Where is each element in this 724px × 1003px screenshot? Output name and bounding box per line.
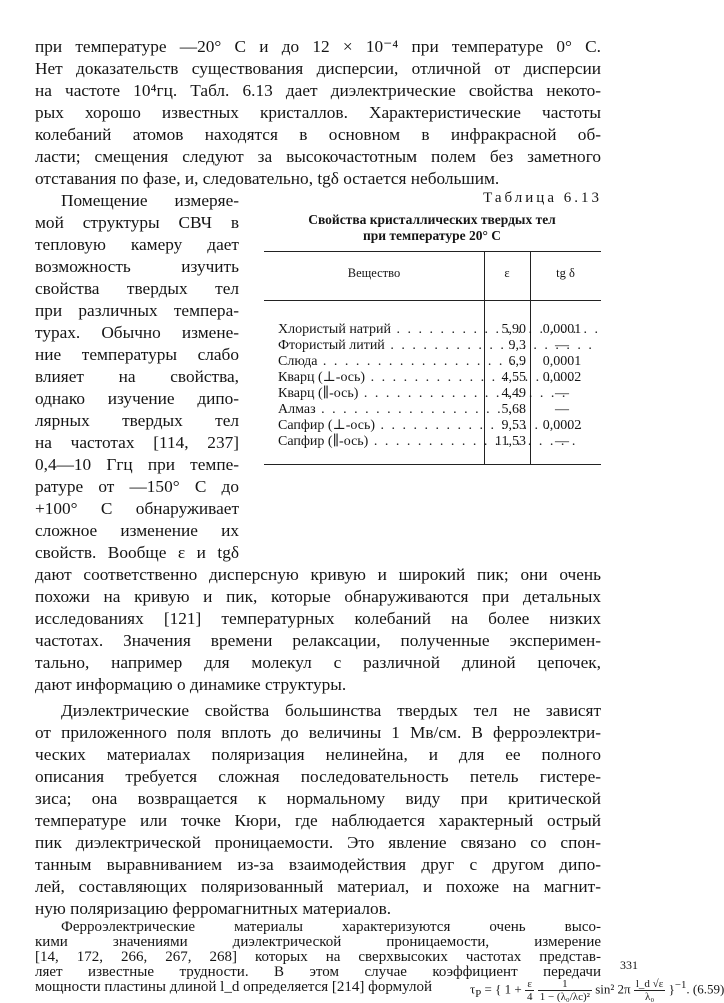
cell-eps: 9,3 xyxy=(508,338,526,353)
cell-tg: — xyxy=(555,434,569,449)
text-line: на частотах [114, 237] xyxy=(35,433,239,452)
text-line: ратуре от —150° С до xyxy=(35,477,239,496)
cell-eps: 9,53 xyxy=(501,418,526,433)
table-row xyxy=(264,434,601,450)
formula-period: . xyxy=(686,981,690,997)
properties-table xyxy=(264,251,601,465)
text-line: пик диэлектрической проницаемости. Это явление связано со спон- xyxy=(35,833,601,852)
table-header-substance: Вещество xyxy=(347,266,401,280)
text-line: от приложенного поля вплоть до величины 1 Мв/см. В ферроэлектри- xyxy=(35,723,601,742)
fraction-denominator: λ₀ xyxy=(645,991,655,1003)
cell-tg: — xyxy=(555,386,569,401)
page-number: 331 xyxy=(620,958,638,972)
equation-number: (6.59) xyxy=(692,981,724,997)
text-line: 0,4—10 Ггц при темпе- xyxy=(35,455,239,474)
text-line: [14, 172, 266, 267, 268] которых на сверхвысоких частотах представ- xyxy=(35,949,601,965)
fraction-denominator: 4 xyxy=(526,991,533,1003)
cell-tg: 0,0001 xyxy=(542,322,582,337)
text-line: при различных темпера- xyxy=(35,301,239,320)
formula-lhs-sub: P xyxy=(475,988,482,1001)
cell-eps: 5,90 xyxy=(501,322,526,337)
fraction-numerator: ε xyxy=(525,978,535,991)
cell-eps: 5,68 xyxy=(501,402,526,417)
cell-substance: Кварц (⊥-ось) . . . xyxy=(278,370,484,386)
table-header-tg: tg δ xyxy=(556,266,575,280)
text-line: танным выравниванием из-за взаимодействия друг с другом дипо- xyxy=(35,855,601,874)
formula-fraction xyxy=(634,978,665,1003)
text-line: дают соответственно дисперсную кривую и широкий пик; они очень xyxy=(35,565,601,584)
text-line: турах. Обычно измене- xyxy=(35,323,239,342)
table-row xyxy=(264,370,601,386)
text-line: лей, составляющих поляризованный материал, и похоже на магнит- xyxy=(35,877,601,896)
cell-eps: 11,53 xyxy=(495,434,526,449)
formula-6-59 xyxy=(470,978,724,1003)
text-line: Диэлектрические свойства большинства твердых тел не зависят xyxy=(61,701,601,720)
text-line: однако изучение дипо- xyxy=(35,389,239,408)
text-line: +100° С обнаруживает xyxy=(35,499,239,518)
fraction-numerator: 1 xyxy=(538,978,592,991)
cell-tg: 0,0002 xyxy=(542,370,582,385)
text-line: температуре или точке Кюри, где наблюдается характерный острый xyxy=(35,811,601,830)
text-line: похожи на кривую и пик, которые обнаруживаются при детальных xyxy=(35,587,601,606)
text-line: свойств. Вообще ε и tgδ xyxy=(35,543,239,562)
table-title: при температуре 20° С xyxy=(362,228,502,243)
text-line: свойства твердых тел xyxy=(35,279,239,298)
cell-substance: Слюда . . . xyxy=(278,354,484,370)
cell-substance: Фтористый литий . . . xyxy=(278,338,484,354)
table-row xyxy=(264,338,601,354)
text-line: рых хорошо известных кристаллов. Характеристические частоты xyxy=(35,103,601,122)
formula-close-brace: } xyxy=(668,981,675,997)
text-line: лярных твердых тел xyxy=(35,411,239,430)
text-line: колебаний атомов находятся в основном в инфракрасной об- xyxy=(35,125,601,144)
formula-sin: sin² 2π xyxy=(595,981,631,997)
text-line: исследованиях [121] температурных колебаний на более низких xyxy=(35,609,601,628)
text-line: ляет известные трудности. В этом случае коэффициент передачи xyxy=(35,964,601,980)
text-line: на частоте 10⁴гц. Табл. 6.13 дает диэлектрические свойства некото- xyxy=(35,81,601,100)
table-caption: Таблица 6.13 xyxy=(483,190,602,206)
fraction-numerator: l_d √ε xyxy=(635,978,664,990)
text-line: ласти; смещения следуют за высокочастотным полем без заметного xyxy=(35,147,601,166)
text-line: Помещение измеряе- xyxy=(61,191,239,210)
cell-tg: 0,0001 xyxy=(542,354,582,369)
text-line: влияет на свойства, xyxy=(35,367,239,386)
text-line: дают информацию о динамике структуры. xyxy=(35,675,347,694)
text-line: описания требуется сложная последовательность петель гистере- xyxy=(35,767,601,786)
text-line: Нет доказательств существования дисперсии, отличной от дисперсии xyxy=(35,59,601,78)
table-row xyxy=(264,386,601,402)
text-line: сложное изменение их xyxy=(35,521,239,540)
cell-tg: 0,0002 xyxy=(542,418,582,433)
table-row xyxy=(264,354,601,370)
text-line: возможность изучить xyxy=(35,257,239,276)
text-line: Ферроэлектрические материалы характеризуются очень высо- xyxy=(61,919,601,935)
text-line: тепловую камеру дает xyxy=(35,235,239,254)
table-title: Свойства кристаллических твердых тел xyxy=(308,212,556,227)
text-line: ние температуры слабо xyxy=(35,345,239,364)
formula-equals: = xyxy=(484,981,492,997)
table-row xyxy=(264,418,601,434)
formula-open-brace: { xyxy=(495,981,502,997)
cell-substance: Хлористый натрий . . . xyxy=(278,322,484,338)
text-line: тально, например для молекул с различной длиной цепочек, xyxy=(35,653,601,672)
formula-one-plus: 1 + xyxy=(504,981,522,997)
table-header-rule xyxy=(264,300,601,301)
table-row xyxy=(264,402,601,418)
text-line: отставания по фазе, и, следовательно, tgδ остается небольшим. xyxy=(35,169,500,188)
cell-substance: Сапфир (⊥-ось) . . . xyxy=(278,418,484,434)
text-line: частотах. Значения времени релаксации, полученные эксперимен- xyxy=(35,631,601,650)
cell-eps: 4,55 xyxy=(501,370,526,385)
text-line: кими значениями диэлектрической проницаемости, измерение xyxy=(35,934,601,950)
text-line: ную поляризацию ферромагнитных материалов. xyxy=(35,899,392,918)
text-line: при температуре —20° С и до 12 × 10⁻⁴ при температуре 0° С. xyxy=(35,37,601,56)
cell-substance: Сапфир (∥-ось) . . . xyxy=(278,434,484,450)
cell-eps: 6,9 xyxy=(508,354,526,369)
formula-fraction xyxy=(525,978,535,1003)
text-line: мощности пластины длиной l_d определяется [214] формулой xyxy=(35,979,433,995)
fraction-denominator: 1 − (λ₀/λc)² xyxy=(539,991,590,1003)
formula-power: −1 xyxy=(674,979,687,992)
table-header-eps: ε xyxy=(504,266,510,280)
text-line: зиса; она возвращается к нормальному виду при критической xyxy=(35,789,601,808)
text-line: мой структуры СВЧ в xyxy=(35,213,239,232)
text-line: ческих материалах поляризация нелинейна, и для ее полного xyxy=(35,745,601,764)
formula-fraction xyxy=(538,978,592,1003)
cell-substance: Кварц (∥-ось) . . . xyxy=(278,386,484,402)
cell-eps: 4,49 xyxy=(501,386,526,401)
formula-lhs: τ xyxy=(470,981,476,997)
cell-tg: — xyxy=(555,338,569,353)
table-row xyxy=(264,322,601,338)
cell-tg: — xyxy=(555,402,569,417)
cell-substance: Алмаз . . . xyxy=(278,402,484,418)
